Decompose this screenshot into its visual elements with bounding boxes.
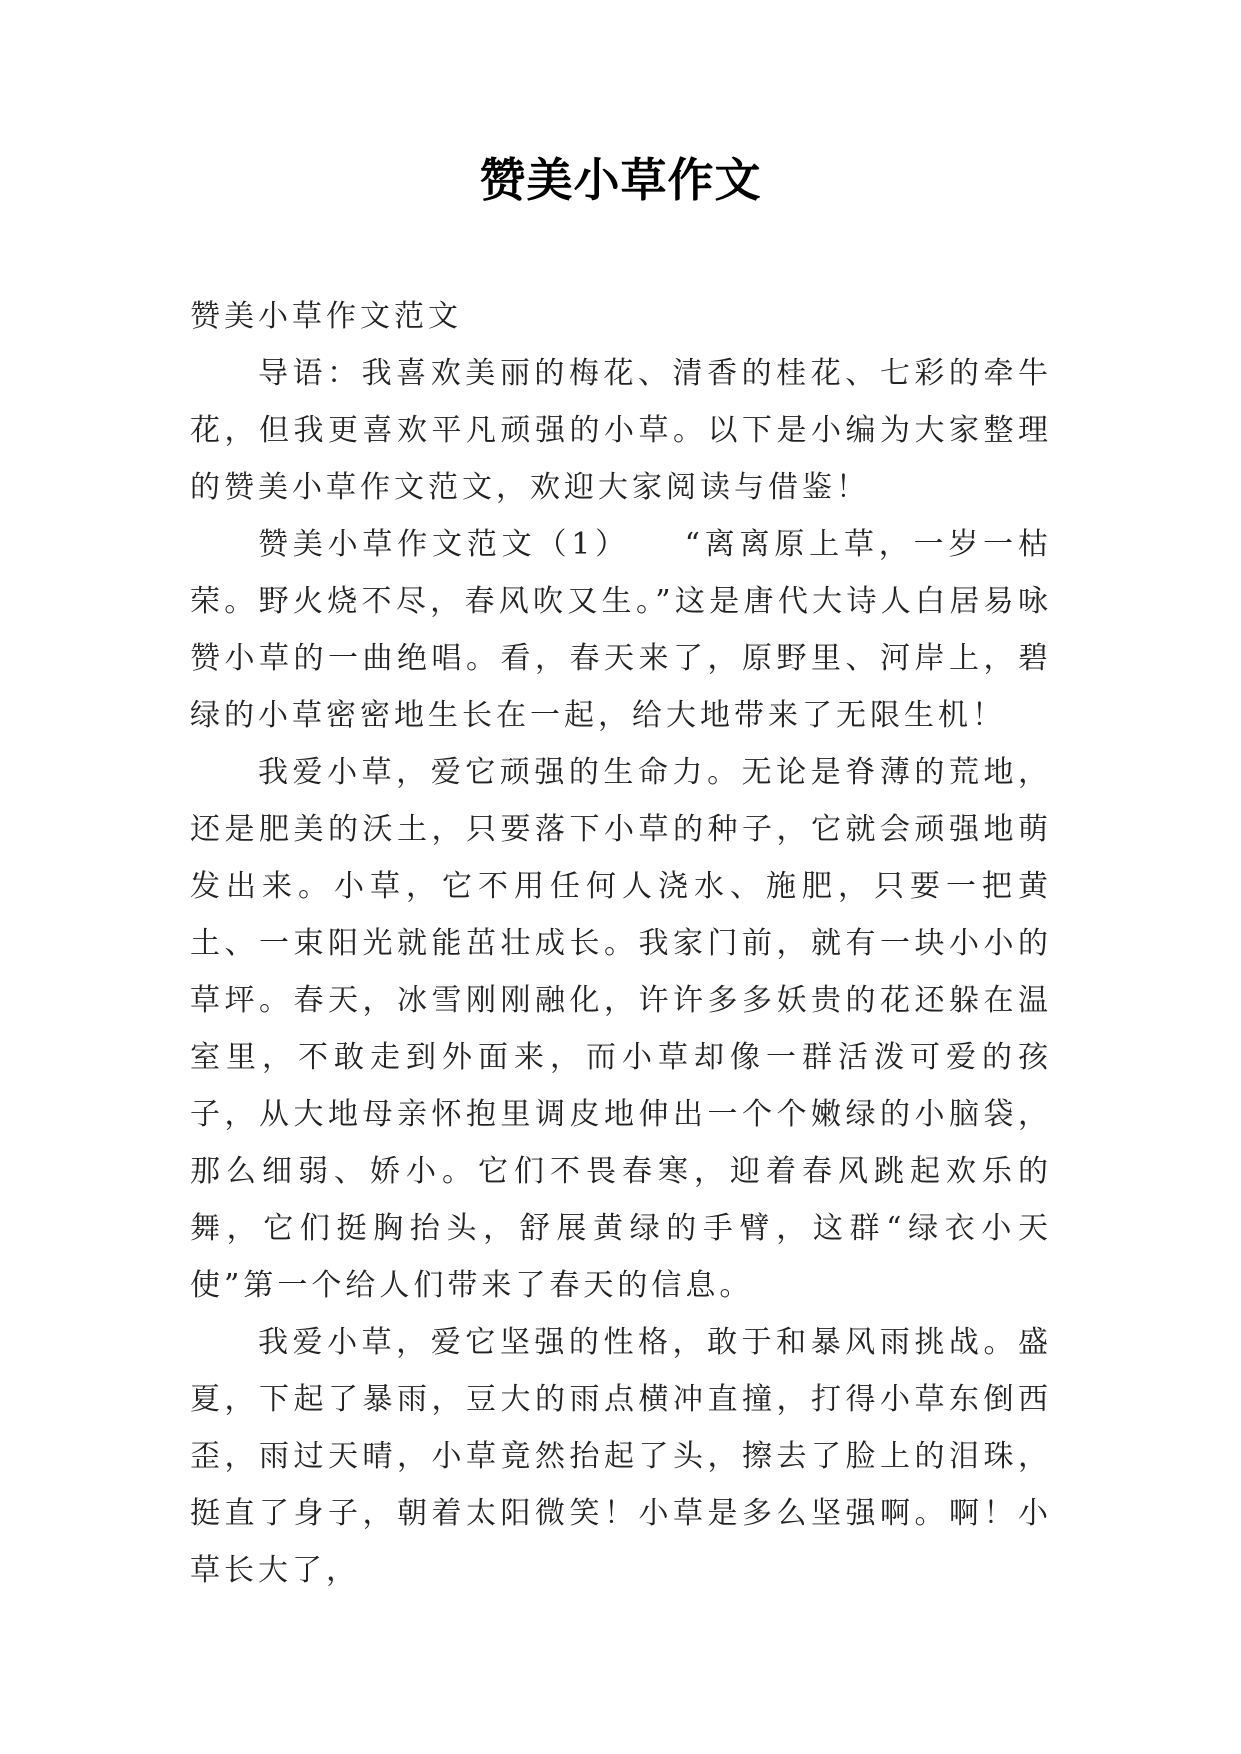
paragraph-1: 赞美小草作文范文（1） “离离原上草，一岁一枯荣。野火烧不尽，春风吹又生。”这是唐代大诗人白居易咏赞小草的一曲绝唱。看，春天来了，原野里、河岸上，碧绿的小草密密地生长在一起，给大地带来了无限生机！ (190, 527, 1052, 733)
document-subtitle: 赞美小草作文范文 (190, 299, 462, 334)
paragraph-intro: 导语：我喜欢美丽的梅花、清香的桂花、七彩的牵牛花，但我更喜欢平凡顽强的小草。以下是小编为大家整理的赞美小草作文范文，欢迎大家阅读与借鉴！ (190, 356, 1052, 505)
document-title: 赞美小草作文 (479, 153, 762, 207)
paragraph-2: 我爱小草，爱它顽强的生命力。无论是脊薄的荒地，还是肥美的沃土，只要落下小草的种子，它就会顽强地萌发出来。小草，它不用任何人浇水、施肥，只要一把黄土、一束阳光就能茁壮成长。我家门前，就有一块小小的草坪。春天，冰雪刚刚融化，许许多多妖贵的花还躲在温室里，不敢走到外面来，而小草却像一群活泼可爱的孩子，从大地母亲怀抱里调皮地伸出一个个嫩绿的小脑袋，那么细弱、娇小。它们不畏春寒，迎着春风跳起欢乐的舞，它们挺胸抬头，舒展黄绿的手臂，这群“绿衣小天使”第一个给人们带来了春天的信息。 (190, 755, 1052, 1303)
paragraph-3: 我爱小草，爱它坚强的性格，敢于和暴风雨挑战。盛夏，下起了暴雨，豆大的雨点横冲直撞，打得小草东倒西歪，雨过天晴，小草竟然抬起了头，擦去了脸上的泪珠，挺直了身子，朝着太阳微笑！小草是多么坚强啊。啊！小草长大了， (190, 1325, 1052, 1588)
document-body (190, 288, 1052, 1599)
